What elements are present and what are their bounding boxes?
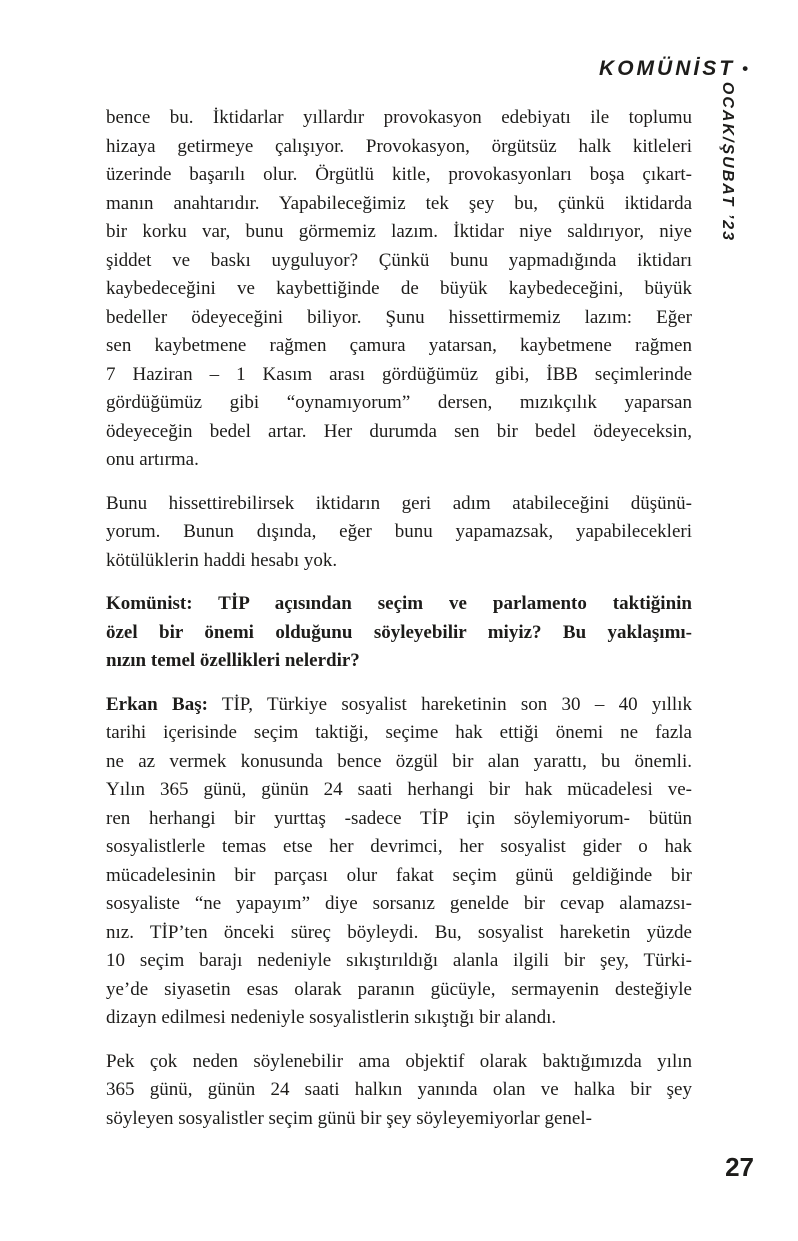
text-line: tarihi içerisinde seçim taktiği, seçime hak ettiği önemi ne fazla (106, 722, 692, 743)
text-line: manın anahtarıdır. Yapabileceğimiz tek şey bu, çünkü iktidarda (106, 192, 692, 214)
text-line: yorum. Bunun dışında, eğer bunu yapamazsak, yapabilecekleri (106, 521, 692, 542)
text-line: şiddet ve baskı uyguluyor? Çünkü bunu yapmadığında iktidarı (106, 249, 692, 271)
text-line: nızın temel özellikleri nelerdir? (106, 650, 360, 671)
issue-date-vertical: OCAK/ŞUBAT ’23 (719, 81, 736, 243)
text-line: Komünist: TİP açısından seçim ve parlamento taktiğinin (106, 593, 692, 614)
text-line: nız. TİP’ten önceki süreç böyleydi. Bu, sosyalist hareketin yüzde (106, 921, 692, 943)
bullet-icon: • (742, 59, 748, 78)
text-line: ren herhangi bir yurttaş -sadece TİP için söylemiyorum- bütün (106, 807, 692, 829)
text-line: 10 seçim barajı nedeniyle sıkıştırıldığı alanla ilgili bir şey, Türki- (106, 950, 692, 971)
text-line: Erkan Baş: TİP, Türkiye sosyalist hareketinin son 30 – 40 yıllık (106, 693, 692, 715)
text-line: ye’de siyasetin esas olarak paranın gücüyle, sermayenin desteğiyle (106, 978, 692, 1000)
text-line: üzerinde başarılı olur. Örgütlü kitle, provokasyonları boşa çıkart- (106, 164, 692, 185)
text-line: bence bu. İktidarlar yıllardır provokasyon edebiyatı ile toplumu (106, 107, 692, 128)
paragraph (106, 490, 692, 576)
paragraph (106, 1048, 692, 1134)
speaker-name: Erkan Baş: (106, 693, 208, 715)
text-line: sosyalistlerle temas etse her devrimci, her sosyalist gider o hak (106, 836, 692, 857)
text-line: 7 Haziran – 1 Kasım arası gördüğümüz gibi, İBB seçimlerinde (106, 363, 692, 385)
text-line: ödeyeceğin bedel artar. Her durumda sen bir bedel ödeyeceksin, (106, 420, 692, 442)
text-line: onu artırma. (106, 449, 199, 470)
interview-question (106, 590, 692, 676)
text-line: gördüğümüz gibi “oynamıyorum” dersen, mızıkçılık yaparsan (106, 392, 692, 413)
text-line: 365 günü, günün 24 saati halkın yanında olan ve halka bir şey (106, 1079, 692, 1100)
text-line: sosyaliste “ne yapayım” diye sorsanız genelde bir cevap alamazsı- (106, 893, 692, 914)
text-line: mücadelesinin bir parçası olur fakat seçim günü geldiğinde bir (106, 864, 692, 886)
text-line: hizaya getirmeye çalışıyor. Provokasyon, örgütsüz halk kitleleri (106, 135, 692, 157)
magazine-title: KOMÜNİST (599, 57, 736, 80)
article-body (106, 104, 692, 1148)
text-line: bir korku var, bunu görmemiz lazım. İktidar niye saldırıyor, niye (106, 221, 692, 242)
text-line: ne az vermek konusunda bence özgül bir alan yarattı, bu önemli. (106, 750, 692, 772)
text-line: sen kaybetmene rağmen çamura yatarsan, kaybetmene rağmen (106, 335, 692, 356)
text-line: dizayn edilmesi nedeniyle sosyalistlerin sıkıştığı bir alandı. (106, 1007, 557, 1028)
text-line: bedeller ödeyeceğini biliyor. Şunu hissettirmemiz lazım: Eğer (106, 306, 692, 328)
page-number: 27 (725, 1152, 754, 1182)
text-line: Yılın 365 günü, günün 24 saati herhangi bir hak mücadelesi ve- (106, 779, 692, 800)
text-line: Pek çok neden söylenebilir ama objektif olarak baktığımızda yılın (106, 1050, 692, 1072)
page-header (599, 57, 748, 81)
text-line: kaybedeceğini ve kaybettiğinde de büyük kaybedeceğini, büyük (106, 278, 692, 299)
text-line: kötülüklerin haddi hesabı yok. (106, 549, 338, 571)
paragraph (106, 691, 692, 1033)
paragraph (106, 104, 692, 475)
text-line: Bunu hissettirebilirsek iktidarın geri adım atabileceğini düşünü- (106, 492, 692, 514)
text-line: özel bir önemi olduğunu söyleyebilir miyiz? Bu yaklaşımı- (106, 621, 692, 643)
text-line: söyleyen sosyalistler seçim günü bir şey söyleyemiyorlar genel- (106, 1107, 592, 1129)
